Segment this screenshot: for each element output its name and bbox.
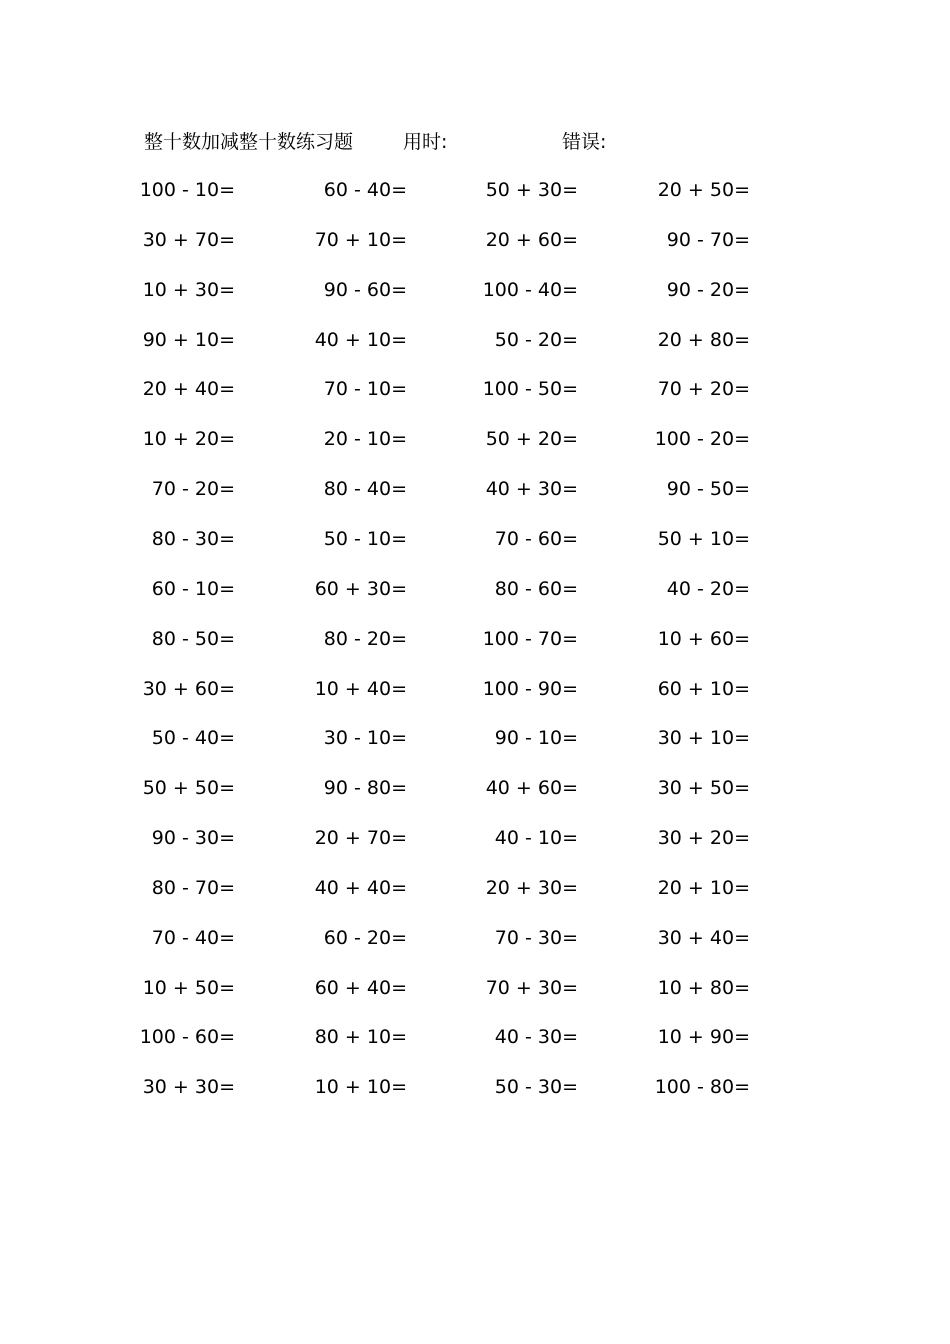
math-problem: 100 - 70=: [482, 628, 578, 650]
math-problem: 100 - 80=: [654, 1076, 750, 1098]
math-problem: 20 + 70=: [314, 827, 407, 849]
math-problem: 30 - 10=: [323, 727, 407, 749]
math-problem: 90 - 30=: [151, 827, 235, 849]
math-problem: 30 + 60=: [142, 678, 235, 700]
math-problem: 60 - 10=: [151, 578, 235, 600]
math-problem: 90 - 20=: [666, 279, 750, 301]
math-problem: 80 + 10=: [314, 1026, 407, 1048]
math-problem: 50 + 20=: [485, 428, 578, 450]
math-problem: 30 + 30=: [142, 1076, 235, 1098]
math-problem: 50 + 10=: [657, 528, 750, 550]
math-problem: 80 - 50=: [151, 628, 235, 650]
math-problem: 80 - 30=: [151, 528, 235, 550]
math-problem: 10 + 50=: [142, 977, 235, 999]
math-problem: 70 - 10=: [323, 378, 407, 400]
math-problem: 30 + 20=: [657, 827, 750, 849]
math-problem: 20 + 60=: [485, 229, 578, 251]
math-problem: 20 + 80=: [657, 329, 750, 351]
worksheet-title: 整十数加减整十数练习题: [144, 131, 354, 153]
math-problem: 50 + 30=: [485, 179, 578, 201]
math-problem: 80 - 70=: [151, 877, 235, 899]
math-problem: 30 + 50=: [657, 777, 750, 799]
math-problem: 80 - 20=: [323, 628, 407, 650]
math-problem: 70 - 60=: [494, 528, 578, 550]
math-problem: 80 - 60=: [494, 578, 578, 600]
math-problem: 40 + 40=: [314, 877, 407, 899]
math-problem: 60 + 10=: [657, 678, 750, 700]
math-problem: 30 + 70=: [142, 229, 235, 251]
math-problem: 30 + 10=: [657, 727, 750, 749]
math-problem: 10 + 30=: [142, 279, 235, 301]
math-problem: 60 - 40=: [323, 179, 407, 201]
math-problem: 100 - 50=: [482, 378, 578, 400]
math-problem: 100 - 10=: [139, 179, 235, 201]
math-problem: 20 + 40=: [142, 378, 235, 400]
math-problem: 100 - 40=: [482, 279, 578, 301]
math-problem: 90 - 80=: [323, 777, 407, 799]
math-problem: 10 + 90=: [657, 1026, 750, 1048]
math-problem: 40 + 30=: [485, 478, 578, 500]
math-problem: 10 + 10=: [314, 1076, 407, 1098]
math-problem: 100 - 90=: [482, 678, 578, 700]
math-problem: 30 + 40=: [657, 927, 750, 949]
math-problem: 70 + 20=: [657, 378, 750, 400]
math-problem: 40 + 60=: [485, 777, 578, 799]
math-problem: 50 - 10=: [323, 528, 407, 550]
math-problem: 100 - 20=: [654, 428, 750, 450]
math-problem: 20 - 10=: [323, 428, 407, 450]
error-count-label: 错误:: [562, 131, 607, 153]
math-problem: 20 + 10=: [657, 877, 750, 899]
math-problem: 50 - 20=: [494, 329, 578, 351]
math-problem: 90 - 60=: [323, 279, 407, 301]
math-problem: 40 + 10=: [314, 329, 407, 351]
math-problem: 10 + 20=: [142, 428, 235, 450]
math-problem: 40 - 20=: [666, 578, 750, 600]
math-problem: 20 + 30=: [485, 877, 578, 899]
math-problem: 90 - 10=: [494, 727, 578, 749]
math-problem: 90 + 10=: [142, 329, 235, 351]
math-problem: 60 + 40=: [314, 977, 407, 999]
math-problem: 50 + 50=: [142, 777, 235, 799]
math-problem: 70 + 10=: [314, 229, 407, 251]
math-problem: 70 - 20=: [151, 478, 235, 500]
math-problem: 60 + 30=: [314, 578, 407, 600]
math-problem: 10 + 40=: [314, 678, 407, 700]
math-problem: 90 - 70=: [666, 229, 750, 251]
math-problem: 90 - 50=: [666, 478, 750, 500]
math-problem: 10 + 60=: [657, 628, 750, 650]
math-problem: 80 - 40=: [323, 478, 407, 500]
math-problem: 100 - 60=: [139, 1026, 235, 1048]
math-problem: 70 - 30=: [494, 927, 578, 949]
time-used-label: 用时:: [403, 131, 448, 153]
math-problem: 20 + 50=: [657, 179, 750, 201]
math-problem: 50 - 40=: [151, 727, 235, 749]
math-problem: 70 + 30=: [485, 977, 578, 999]
math-problem: 50 - 30=: [494, 1076, 578, 1098]
math-problem: 40 - 10=: [494, 827, 578, 849]
math-problem: 60 - 20=: [323, 927, 407, 949]
math-problem: 70 - 40=: [151, 927, 235, 949]
math-problem: 10 + 80=: [657, 977, 750, 999]
math-problem: 40 - 30=: [494, 1026, 578, 1048]
